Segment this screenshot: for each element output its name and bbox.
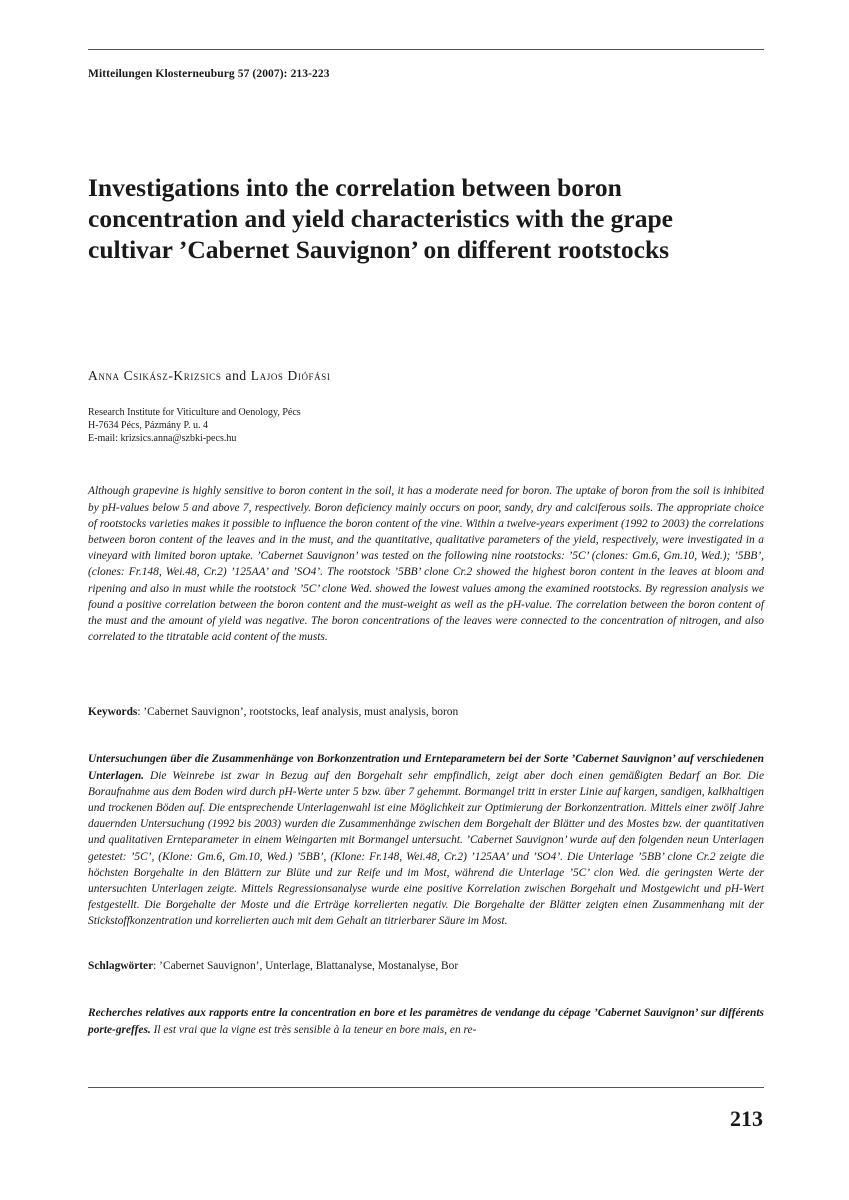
- abstract-french: [88, 1005, 764, 1037]
- author-2: Lajos Diófási: [250, 368, 331, 383]
- journal-citation: Mitteilungen Klosterneuburg 57 (2007): 213-223: [88, 68, 330, 80]
- abstract-french-text: Il est vrai que la vigne est très sensible à la teneur en bore mais, en re-: [150, 1023, 477, 1036]
- affiliation-address: H-7634 Pécs, Pázmány P. u. 4: [88, 420, 208, 431]
- schlagwoerter-label: Schlagwörter: [88, 960, 154, 972]
- keywords-label: Keywords: [88, 706, 138, 718]
- affiliation-institute: Research Institute for Viticulture and Oenology, Pécs: [88, 407, 301, 418]
- abstract-german: [88, 751, 764, 929]
- abstract-english: Although grapevine is highly sensitive to boron content in the soil, it has a moderate need for boron. The uptake of boron from the soil is inhibited by pH-values below 5 and above 7, respectively. Boron deficiency mainly occurs on poor, sandy, dry and calciferous soils. The appropriate choice of rootstocks varieties makes it possible to influence the boron content of the vine. Within a twelve-years experiment (1992 to 2003) the correlations between boron content of the leaves and in the must, and the quantitative, qualitative parameters of the yield, respectively, were investigated in a vineyard with limited boron uptake. ’Cabernet Sauvignon’ was tested on the following nine rootstocks: ’5C’ (clones: Gm.6, Gm.10, Wed.); ’5BB’, (clones: Fr.148, Wei.48, Cr.2) ’125AA’ and ’SO4’. The rootstock ’5BB’ clone Cr.2 showed the highest boron content in the leaves at bloom and ripening and also in must while the rootstock ’5C’ clone Wed. showed the lowest values among the examined rootstocks. By regression analysis we found a positive correlation between the boron content and the must-weight as well as the pH-value. The correlation between the boron content of the must and the amount of yield was negative. The boron concentrations of the leaves were connected to the concentration of nitrogen, and also correlated to the titratable acid content of the musts.: [88, 485, 764, 644]
- author-joiner: and: [225, 368, 247, 383]
- author-line: [88, 368, 330, 384]
- bottom-rule: [88, 1087, 764, 1088]
- abstract-french-title: Recherches relatives aux rapports entre la concentration en bore et les paramètres de vendange du cépage ’Cabernet Sauvignon’ sur différents porte-greffes.: [88, 1007, 764, 1036]
- article-title: Investigations into the correlation between boron concentration and yield characteristics with the grape cultivar ’Cabernet Sauvignon’ on different rootstocks: [88, 173, 673, 264]
- page-number: 213: [730, 1106, 763, 1131]
- top-rule: [88, 49, 764, 50]
- keywords-english: [88, 704, 764, 720]
- keywords-text: : ’Cabernet Sauvignon’, rootstocks, leaf analysis, must analysis, boron: [137, 706, 459, 718]
- keywords-german: [88, 958, 764, 974]
- abstract-german-title: Untersuchungen über die Zusammenhänge von Borkonzentration und Ernteparametern bei der Sorte ’Cabernet Sauvignon’ auf verschiedenen Unterlagen.: [88, 753, 764, 782]
- affiliation: [88, 406, 301, 445]
- affiliation-email: E-mail: krizsics.anna@szbki-pecs.hu: [88, 433, 237, 444]
- schlagwoerter-text: : ’Cabernet Sauvignon’, Unterlage, Blattanalyse, Mostanalyse, Bor: [153, 960, 459, 972]
- abstract-german-text: Die Weinrebe ist zwar in Bezug auf den Borgehalt sehr empfindlich, zeigt aber doch einen gemäßigten Bedarf an Bor. Die Boraufnahme aus dem Boden wird durch pH-Werte unter 5 bzw. über 7 gehemmt. Bormangel tritt in erster Linie auf kargen, sandigen, kalkhaltigen und trockenen Böden auf. Die entsprechende Unterlagenwahl ist eine Möglichkeit zur Optimierung der Borkonzentration. Mittels einer zwölf Jahre dauernden Untersuchung (1992 bis 2003) wurden die Zusammenhänge zwischen dem Borgehalt der Blätter und des Mostes bzw. der quantitativen und qualitativen Ernteparameter in einem Weingarten mit Bormangel untersucht. ’Cabernet Sauvignon’ wurde auf den folgenden neun Unterlagen getestet: ’5C’, (Klone: Gm.6, Gm.10, Wed.) ’5BB’, (Klone: Fr.148, Wei.48, Cr.2) ’125AA’ und ’SO4’. Die Unterlage ’5BB’ clone Cr.2 zeigte die höchsten Borgehalte in den Blättern zur Blüte und zur Reife und im Most, während die Unterlage ’5C’ clon Wed. die geringsten Werte der untersuchten Unterlagen zeigte. Mittels Regressionsanalyse wurde eine positive Korrelation zwischen Borgehalt und Mostgewicht und pH-Wert festgestellt. Die Borgehalte der Moste und die Erträge korrelierten negativ. Die Borgehalte der Blätter zeigten einen Zusammenhang mit der Stickstoffkonzentration und korrelierten auch mit dem Gehalt an titrierbarer Säure im Most.: [88, 769, 764, 928]
- author-1: Anna Csikász-Krizsics: [88, 368, 222, 383]
